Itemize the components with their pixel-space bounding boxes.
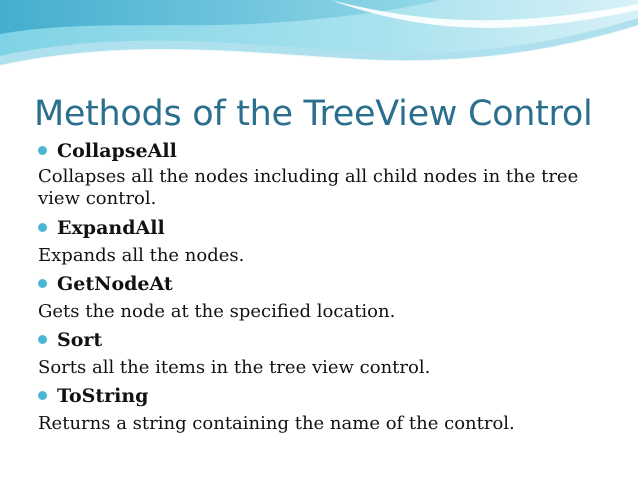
method-description-expandall: Expands all the nodes. — [38, 245, 245, 266]
bullet-icon — [38, 335, 47, 344]
bullet-icon — [38, 391, 47, 400]
method-heading-sort — [38, 328, 102, 352]
method-description-tostring: Returns a string containing the name of the control. — [38, 413, 515, 434]
method-name: CollapseAll — [57, 140, 177, 162]
slide-title: Methods of the TreeView Control — [34, 94, 593, 134]
method-description-collapseall: Collapses all the nodes including all child nodes in the tree view control. — [38, 166, 579, 209]
method-name: ToString — [57, 385, 149, 407]
bullet-icon — [38, 279, 47, 288]
method-heading-tostring — [38, 384, 148, 408]
decorative-wave-banner — [0, 0, 638, 80]
method-heading-expandall — [38, 216, 165, 240]
method-name: ExpandAll — [57, 217, 165, 239]
method-name: GetNodeAt — [57, 273, 173, 295]
bullet-icon — [38, 223, 47, 232]
method-name: Sort — [57, 329, 103, 351]
method-description-getnodeat: Gets the node at the specified location. — [38, 301, 396, 322]
method-description-sort: Sorts all the items in the tree view control. — [38, 357, 431, 378]
method-heading-collapseall — [38, 139, 177, 163]
bullet-icon — [38, 146, 47, 155]
method-heading-getnodeat — [38, 272, 173, 296]
